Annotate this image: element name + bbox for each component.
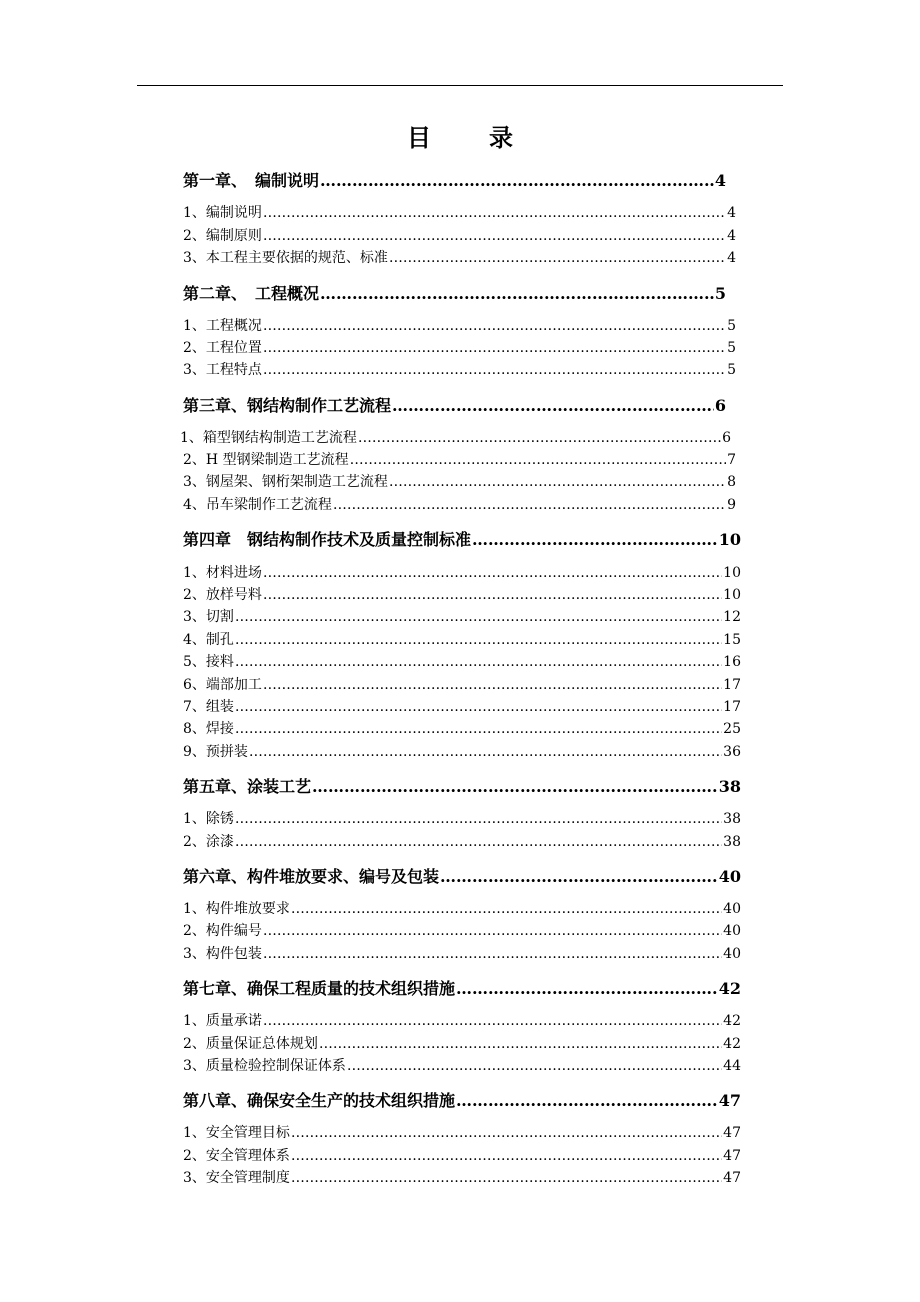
toc-section[interactable] (183, 920, 741, 940)
section-page: 47 (723, 1148, 741, 1164)
dot-leader (263, 923, 722, 939)
section-page: 38 (723, 811, 741, 827)
section-label: 1、箱型钢结构制造工艺流程 (180, 430, 357, 446)
dot-leader (358, 430, 721, 446)
toc-section[interactable] (183, 943, 741, 963)
chapter-label: 第五章、涂装工艺 (183, 777, 312, 796)
dot-leader (333, 497, 726, 513)
dot-leader (456, 979, 718, 998)
toc-section[interactable] (183, 696, 741, 716)
section-page: 40 (723, 946, 741, 962)
section-label: 6、端部加工 (183, 677, 262, 693)
chapter-page: 10 (718, 530, 741, 549)
toc-section[interactable] (183, 1167, 741, 1187)
section-page: 4 (727, 250, 736, 266)
toc-section[interactable] (183, 359, 736, 379)
toc-chapter-1[interactable] (183, 168, 726, 190)
chapter-label: 第一章、 编制说明 (183, 171, 320, 190)
section-page: 38 (723, 834, 741, 850)
dot-leader (263, 318, 726, 334)
dot-leader (312, 777, 718, 796)
toc-section[interactable] (183, 831, 741, 851)
toc-section[interactable] (183, 674, 741, 694)
dot-leader (392, 396, 714, 415)
title-char: 目 (407, 123, 431, 152)
chapter-label: 第八章、确保安全生产的技术组织措施 (183, 1091, 456, 1110)
section-page: 5 (727, 340, 736, 356)
section-page: 44 (723, 1058, 741, 1074)
section-page: 12 (723, 609, 741, 625)
section-page: 7 (727, 452, 736, 468)
section-label: 2、质量保证总体规划 (183, 1036, 318, 1052)
toc-section[interactable] (183, 629, 741, 649)
dot-leader (456, 1091, 718, 1110)
section-label: 2、涂漆 (183, 834, 234, 850)
section-label: 1、工程概况 (183, 318, 262, 334)
section-page: 4 (727, 228, 736, 244)
toc-section[interactable] (183, 562, 741, 582)
section-label: 7、组装 (183, 699, 234, 715)
dot-leader (263, 340, 726, 356)
chapter-page: 4 (714, 171, 726, 190)
dot-leader (249, 744, 722, 760)
section-page: 36 (723, 744, 741, 760)
dot-leader (291, 1148, 722, 1164)
toc-section[interactable] (183, 315, 736, 335)
section-label: 3、构件包装 (183, 946, 262, 962)
dot-leader (440, 867, 718, 886)
dot-leader (291, 901, 722, 917)
toc-section[interactable] (183, 651, 741, 671)
toc-section[interactable] (183, 718, 741, 738)
dot-leader (472, 530, 718, 549)
dot-leader (320, 171, 714, 190)
section-page: 47 (723, 1170, 741, 1186)
chapter-page: 38 (718, 777, 741, 796)
dot-leader (235, 811, 722, 827)
section-label: 3、质量检验控制保证体系 (183, 1058, 346, 1074)
chapter-page: 40 (718, 867, 741, 886)
section-page: 15 (723, 632, 741, 648)
section-label: 1、编制说明 (183, 205, 262, 221)
section-page: 4 (727, 205, 736, 221)
section-label: 3、切割 (183, 609, 234, 625)
dot-leader (291, 1170, 722, 1186)
section-label: 1、安全管理目标 (183, 1125, 290, 1141)
section-label: 1、材料进场 (183, 565, 262, 581)
dot-leader (263, 205, 726, 221)
section-page: 9 (727, 497, 736, 513)
chapter-label: 第二章、 工程概况 (183, 284, 320, 303)
section-label: 1、质量承诺 (183, 1013, 262, 1029)
section-label: 3、钢屋架、钢桁架制造工艺流程 (183, 474, 388, 490)
dot-leader (235, 699, 722, 715)
toc-chapter-6[interactable] (183, 864, 741, 886)
toc-chapter-2[interactable] (183, 281, 726, 303)
dot-leader (389, 250, 726, 266)
section-page: 47 (723, 1125, 741, 1141)
section-page: 42 (723, 1013, 741, 1029)
toc-chapter-7[interactable] (183, 976, 741, 998)
toc-section[interactable] (183, 1122, 741, 1142)
toc-section[interactable] (183, 808, 741, 828)
toc-section[interactable] (183, 1055, 741, 1075)
toc-section[interactable] (183, 606, 741, 626)
dot-leader (350, 452, 727, 468)
section-label: 1、除锈 (183, 811, 234, 827)
section-label: 2、工程位置 (183, 340, 262, 356)
toc-chapter-3[interactable] (183, 393, 726, 415)
chapter-label: 第七章、确保工程质量的技术组织措施 (183, 979, 456, 998)
section-label: 3、工程特点 (183, 362, 262, 378)
dot-leader (319, 1036, 722, 1052)
section-label: 5、接料 (183, 654, 234, 670)
dot-leader (263, 587, 722, 603)
toc-section[interactable] (183, 449, 736, 469)
dot-leader (263, 1013, 722, 1029)
chapter-page: 42 (718, 979, 741, 998)
section-label: 3、本工程主要依据的规范、标准 (183, 250, 388, 266)
section-label: 1、构件堆放要求 (183, 901, 290, 917)
section-page: 17 (723, 677, 741, 693)
toc-chapter-8[interactable] (183, 1088, 741, 1110)
section-label: 8、焊接 (183, 721, 234, 737)
toc-section[interactable] (183, 741, 741, 761)
dot-leader (235, 632, 722, 648)
dot-leader (347, 1058, 722, 1074)
section-label: 4、吊车梁制作工艺流程 (183, 497, 332, 513)
toc-section[interactable] (183, 225, 736, 245)
toc-section[interactable] (180, 427, 731, 447)
section-label: 2、构件编号 (183, 923, 262, 939)
dot-leader (389, 474, 726, 490)
toc-section[interactable] (183, 898, 741, 918)
section-label: 2、放样号料 (183, 587, 262, 603)
chapter-label: 第四章 钢结构制作技术及质量控制标准 (183, 530, 472, 549)
section-label: 2、H 型钢梁制造工艺流程 (183, 452, 349, 468)
dot-leader (263, 228, 726, 244)
toc-section[interactable] (183, 471, 736, 491)
section-page: 10 (723, 565, 741, 581)
toc-section[interactable] (183, 247, 736, 267)
toc-section[interactable] (183, 1010, 741, 1030)
toc-section[interactable] (183, 337, 736, 357)
section-label: 2、编制原则 (183, 228, 262, 244)
toc-chapter-5[interactable] (183, 774, 741, 796)
dot-leader (263, 946, 722, 962)
toc-chapter-4[interactable] (183, 527, 741, 549)
dot-leader (235, 834, 722, 850)
toc-section[interactable] (183, 202, 736, 222)
dot-leader (263, 677, 722, 693)
section-page: 40 (723, 923, 741, 939)
section-page: 5 (727, 362, 736, 378)
dot-leader (235, 609, 722, 625)
section-page: 6 (722, 430, 731, 446)
section-page: 25 (723, 721, 741, 737)
title-char: 录 (489, 123, 513, 152)
section-page: 10 (723, 587, 741, 603)
section-page: 40 (723, 901, 741, 917)
chapter-page: 47 (718, 1091, 741, 1110)
section-page: 8 (727, 474, 736, 490)
section-label: 4、制孔 (183, 632, 234, 648)
dot-leader (235, 721, 722, 737)
dot-leader (235, 654, 722, 670)
chapter-page: 6 (714, 396, 726, 415)
section-page: 5 (727, 318, 736, 334)
chapter-label: 第三章、钢结构制作工艺流程 (183, 396, 392, 415)
dot-leader (263, 362, 726, 378)
section-label: 2、安全管理体系 (183, 1148, 290, 1164)
dot-leader (291, 1125, 722, 1141)
toc-section[interactable] (183, 1145, 741, 1165)
toc-section[interactable] (183, 584, 741, 604)
dot-leader (263, 565, 722, 581)
section-label: 9、预拼装 (183, 744, 248, 760)
chapter-label: 第六章、构件堆放要求、编号及包装 (183, 867, 440, 886)
toc-section[interactable] (183, 1033, 741, 1053)
section-page: 42 (723, 1036, 741, 1052)
dot-leader (320, 284, 714, 303)
section-page: 17 (723, 699, 741, 715)
toc-section[interactable] (183, 494, 736, 514)
section-page: 16 (723, 654, 741, 670)
section-label: 3、安全管理制度 (183, 1170, 290, 1186)
chapter-page: 5 (714, 284, 726, 303)
